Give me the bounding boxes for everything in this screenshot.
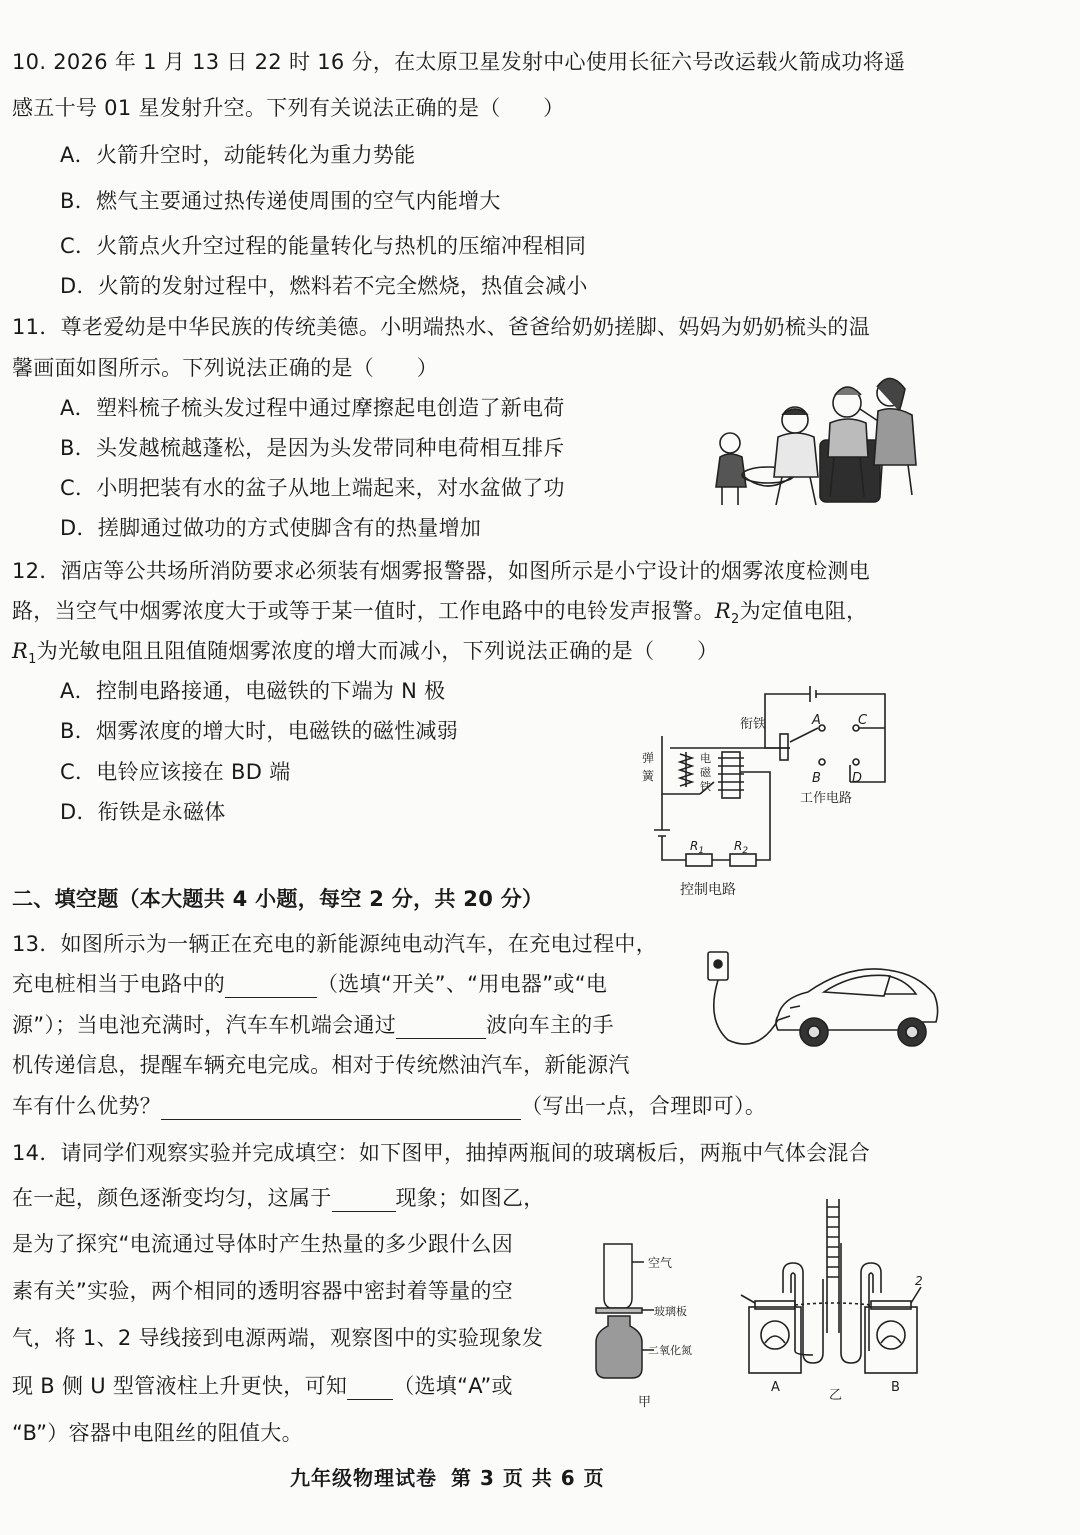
figure-jia-caption: 甲 [638,1395,652,1410]
q14-line1: 14．请同学们观察实验并完成填空：如下图甲，抽掉两瓶间的玻璃板后，两瓶中气体会混合 [12,1141,871,1165]
footer-page-number: 第 3 页 共 6 页 [451,1466,605,1490]
q11-option-a: A．塑料梳子梳头发过程中通过摩擦起电创造了新电荷 [60,396,565,420]
spring-label-1: 弹 [642,751,655,765]
q13-line3-tail: 波向车主的手 [486,1013,614,1037]
q11-line2: 馨画面如图所示。下列说法正确的是（ ） [12,356,438,380]
q12-option-b: B．烟雾浓度的增大时，电磁铁的磁性减弱 [60,719,459,743]
q14-line7: “B”）容器中电阻丝的阻值大。 [12,1421,303,1445]
r2-subscript: 2 [731,612,740,628]
q11-option-c: C．小明把装有水的盆子从地上端起来，对水盆做了功 [60,476,565,500]
figure-yi-caption: 乙 [829,1388,843,1403]
q14-line2 [12,1182,545,1212]
q13-blank-2[interactable] [396,1016,486,1039]
q14-line6-tail: （选填“A”或 [393,1374,513,1398]
q13-line5-text: 车有什么优势？ [12,1094,162,1118]
q11-option-b: B．头发越梳越蓬松，是因为头发带同种电荷相互排斥 [60,436,565,460]
page-footer [290,1462,619,1491]
contact-d-label: D [852,771,863,786]
footer-subject: 九年级物理试卷 [290,1466,437,1490]
contact-a-label: A [812,713,821,728]
glass-plate-label: 玻璃板 [654,1305,687,1318]
q12-option-c: C．电铃应该接在 BD 端 [60,760,291,784]
r2-symbol: R [714,599,732,623]
q12-line2-text: 路，当空气中烟雾浓度大于或等于某一值时，工作电路中的电铃发声报警。 [12,599,715,623]
section-fill-in-heading: 二、填空题（本大题共 4 小题，每空 2 分，共 20 分） [12,887,544,911]
contact-b-label: B [812,771,821,786]
q14-line4: 素有关”实验，两个相同的透明容器中密封着等量的空 [12,1279,514,1303]
q12-line1: 12．酒店等公共场所消防要求必须装有烟雾报警器，如图所示是小宁设计的烟雾浓度检测电 [12,559,871,583]
q13-line5 [12,1090,766,1120]
q10-line2: 感五十号 01 星发射升空。下列有关说法正确的是（ ） [12,96,565,120]
q13-line3-text: 源”）；当电池充满时，汽车车机端会通过 [12,1013,397,1037]
q13-line4: 机传递信息，提醒车辆充电完成。相对于传统燃油汽车，新能源汽 [12,1053,630,1077]
spring-label-2: 簧 [642,769,655,783]
q14-line2-text: 在一起，颜色逐渐变均匀，这属于 [12,1186,332,1210]
air-label: 空气 [648,1256,673,1270]
q12-line2-tail: 为定值电阻， [739,599,868,623]
q14-line6 [12,1370,513,1400]
joule-heating-figure [735,1193,930,1403]
q13-line1: 13．如图所示为一辆正在充电的新能源纯电动汽车，在充电过程中， [12,932,658,956]
q13-line3 [12,1009,614,1039]
armature-label: 衔铁 [740,717,767,732]
control-circuit-label: 控制电路 [680,882,736,898]
r1-subscript: 1 [28,652,37,668]
q14-line3: 是为了探究“电流通过导体时产生热量的多少跟什么因 [12,1232,514,1256]
r2-label: $R_2$ [734,839,749,856]
wire-2-label: 2 [915,1274,923,1288]
q10-line1: 10. 2026 年 1 月 13 日 22 时 16 分，在太原卫星发射中心使用长征六号改运载火箭成功将遥 [12,50,906,74]
q10-option-b: B．燃气主要通过热传递使周围的空气内能增大 [60,189,501,213]
q12-option-a: A．控制电路接通，电磁铁的下端为 N 极 [60,679,446,703]
container-a-label: A [771,1380,780,1395]
q12-line2 [12,595,867,627]
q13-line2 [12,968,607,998]
smoke-alarm-circuit [640,682,900,902]
container-b-label: B [891,1380,900,1395]
r1-symbol: R [12,639,29,663]
q10-option-a: A．火箭升空时，动能转化为重力势能 [60,143,416,167]
q14-line2-tail: 现象；如图乙， [395,1186,545,1210]
q13-blank-3[interactable] [161,1097,521,1120]
q11-line1: 11．尊老爱幼是中华民族的传统美德。小明端热水、爸爸给奶奶搓脚、妈妈为奶奶梳头的温 [12,315,871,339]
q12-line3 [12,635,718,667]
family-illustration [700,365,940,515]
q12-line3-text: 为光敏电阻且阻值随烟雾浓度的增大而减小，下列说法正确的是（ ） [36,639,719,663]
electromagnet-label-3: 铁 [700,780,711,793]
no2-label: 二氧化氮 [648,1344,692,1357]
q13-blank-1[interactable] [225,975,317,998]
ev-charging-illustration [700,942,940,1062]
electromagnet-label-1: 电 [700,752,711,765]
q14-line5: 气，将 1、2 导线接到电源两端，观察图中的实验现象发 [12,1326,544,1350]
q12-option-d: D．衔铁是永磁体 [60,800,226,824]
electromagnet-label-2: 磁 [700,766,711,779]
q10-option-d: D．火箭的发射过程中，燃料若不完全燃烧，热值会减小 [60,274,588,298]
q11-option-d: D．搓脚通过做功的方式使脚含有的热量增加 [60,516,482,540]
contact-c-label: C [858,713,868,728]
q13-line5-tail: （写出一点，合理即可）。 [521,1094,767,1118]
q14-blank-2[interactable] [347,1377,393,1400]
r1-label: $R_1$ [690,839,705,856]
work-circuit-label: 工作电路 [800,791,853,806]
diffusion-figure [590,1236,715,1411]
q14-blank-1[interactable] [332,1189,396,1212]
q14-line6-text: 现 B 侧 U 型管液柱上升更快，可知 [12,1374,348,1398]
q13-line2-tail: （选填“开关”、“用电器”或“电 [317,972,608,996]
q10-option-c: C．火箭点火升空过程的能量转化与热机的压缩冲程相同 [60,234,587,258]
q13-line2-text: 充电桩相当于电路中的 [12,972,225,996]
